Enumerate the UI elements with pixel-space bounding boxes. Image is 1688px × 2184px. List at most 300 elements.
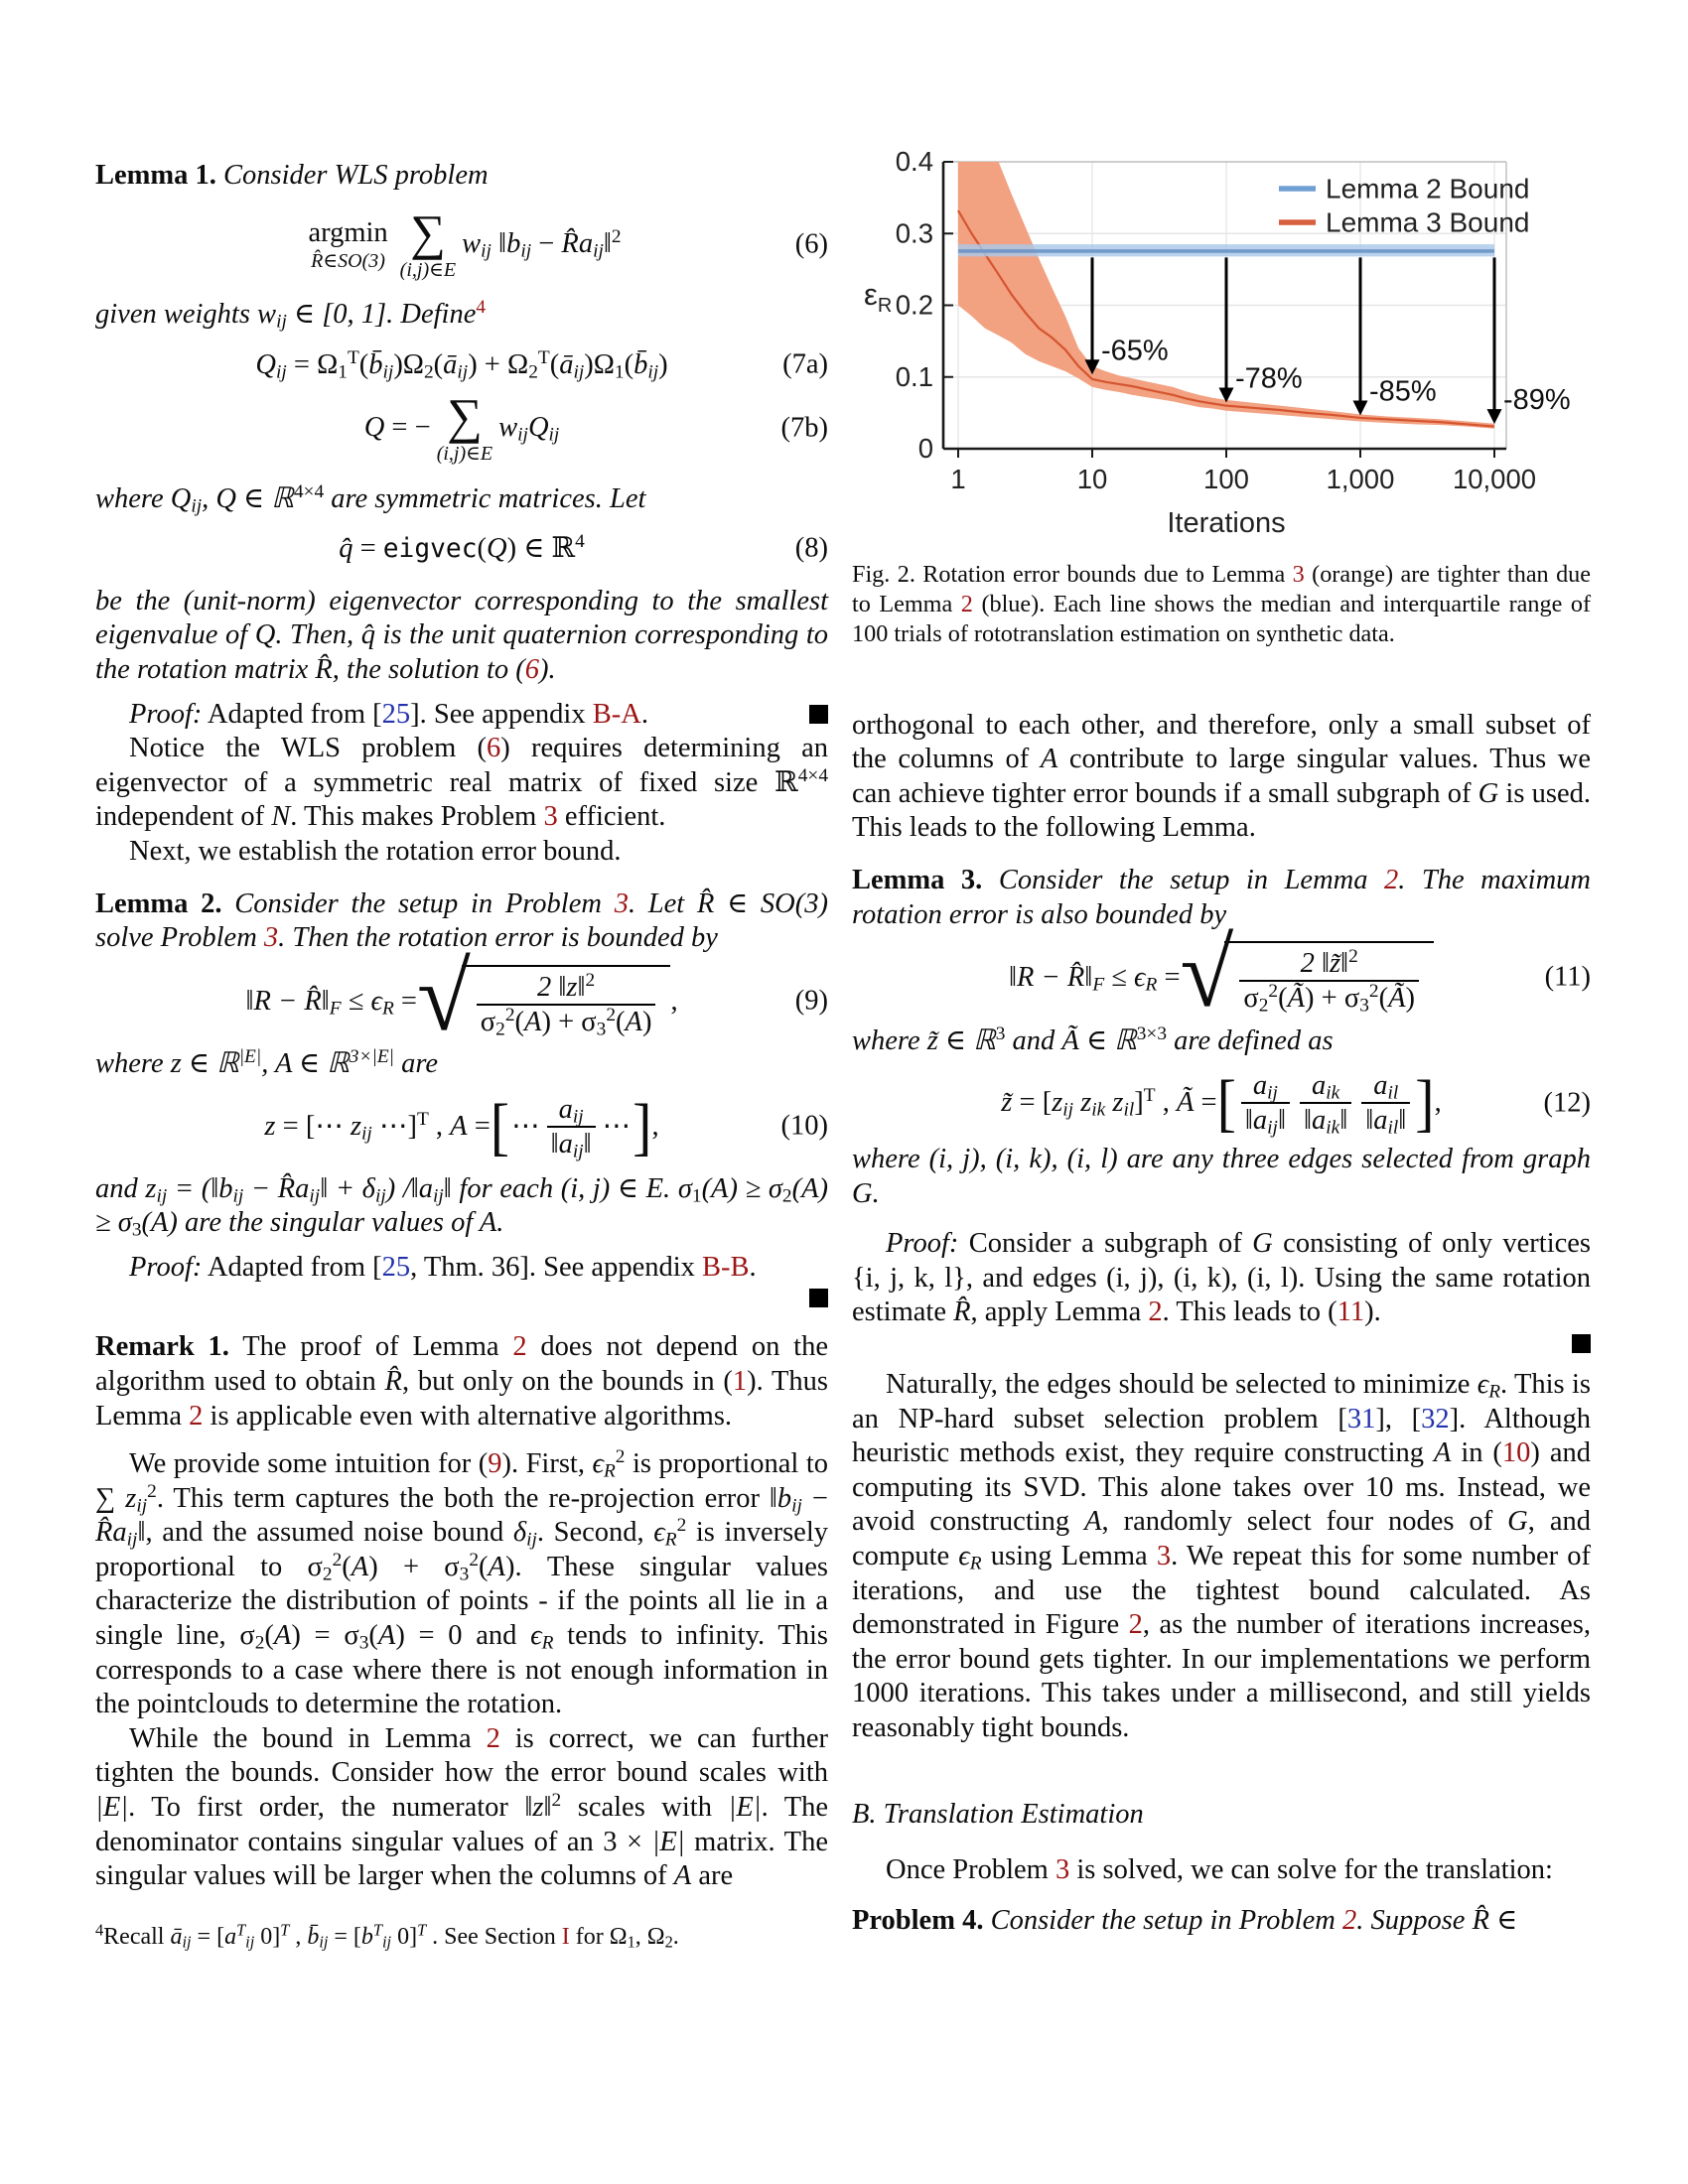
text-segment: 2	[960, 590, 973, 617]
paragraph-naturally	[852, 1368, 1591, 1746]
proof-lemma3	[852, 1227, 1591, 1330]
text-segment: (	[1278, 983, 1288, 1015]
text-segment: a	[1311, 1105, 1327, 1137]
text-segment: ij	[433, 1184, 444, 1206]
text-segment: . Suppose	[1356, 1904, 1473, 1936]
equation-8	[95, 532, 828, 567]
text-segment: ‖	[1339, 1105, 1348, 1137]
text-segment: R	[1488, 1381, 1501, 1403]
equation-tag: (7a)	[782, 349, 828, 381]
text-segment: ‖R − R̂‖	[1009, 962, 1093, 994]
text-segment: . To first order, the numerator	[128, 1792, 525, 1824]
y-tick-label: 0.1	[895, 360, 933, 392]
text-segment: T	[417, 1920, 427, 1940]
text-segment: Ã	[1287, 983, 1306, 1015]
text-segment: )Ω	[393, 349, 424, 381]
remark1-block	[95, 1330, 828, 1433]
text-segment: using Lemma	[981, 1540, 1157, 1571]
figure-2-caption	[852, 560, 1591, 649]
text-segment: 3	[263, 922, 279, 954]
paragraph-where-z	[95, 1047, 828, 1082]
text-segment: ,	[428, 1110, 451, 1142]
text-segment: ‖	[1303, 1105, 1312, 1137]
text-segment: T	[280, 1920, 290, 1940]
text-segment: (blue). Each line shows the median and interquartile range of 100 trials of rototranslation estimation on synthetic data.	[852, 590, 1591, 647]
text-segment: ) + Ω	[468, 349, 529, 381]
text-segment: ij	[126, 1529, 138, 1551]
text-segment: T	[1143, 1085, 1156, 1107]
text-segment: = Ω	[286, 349, 339, 381]
text-segment: ij	[572, 1105, 584, 1127]
text-segment: ‖ + δ	[320, 1172, 375, 1204]
paragraph-notice	[95, 732, 828, 835]
text-segment: b	[506, 228, 521, 260]
text-segment: 2	[504, 1004, 515, 1025]
text-segment: G	[1477, 777, 1499, 809]
text-segment: A	[1084, 1506, 1102, 1538]
text-segment: σ	[480, 1006, 496, 1037]
text-segment: 2	[254, 1632, 265, 1654]
text-segment: ij	[309, 1184, 321, 1206]
text-segment: 2	[1368, 981, 1379, 1003]
text-segment: 3	[459, 1564, 470, 1585]
text-segment: − R̂a	[243, 1172, 310, 1204]
text-segment: ā	[559, 349, 574, 381]
text-segment: 2	[189, 1400, 204, 1432]
radical: √ $\frac{2 ‖z‖^2}{\sigma_2^2(A) + \sigma_3^2(A)}$	[417, 964, 670, 1039]
text-segment: a	[558, 1128, 573, 1160]
text-segment: R	[381, 997, 394, 1019]
paragraph-where-edges	[852, 1143, 1591, 1211]
text-segment: 3	[614, 887, 629, 919]
text-segment: A	[351, 1551, 369, 1582]
text-segment: Q	[255, 349, 276, 381]
text-segment: 6	[487, 733, 501, 764]
text-segment: for Ω	[569, 1923, 628, 1950]
text-segment: 4×4	[797, 764, 828, 786]
x-tick-label: 10,000	[1452, 464, 1537, 494]
x-tick-label: 10	[1076, 464, 1108, 494]
text-segment: ⋯	[315, 1110, 351, 1142]
text-segment: 2	[1348, 946, 1358, 968]
paragraph-where-Q	[95, 482, 828, 517]
text-segment: 2	[551, 1789, 562, 1811]
argmin-operator: argmin R̂∈SO(3)	[308, 216, 388, 272]
text-segment: =	[352, 533, 383, 565]
y-axis-title: $\varepsilon_R$	[864, 277, 893, 317]
text-segment: ) = 0 and	[395, 1620, 531, 1652]
text-segment: 2	[423, 361, 434, 383]
text-segment: A	[625, 1006, 642, 1037]
text-segment: 31	[1346, 1403, 1376, 1434]
text-segment: ‖, and the assumed noise bound	[137, 1517, 513, 1549]
text-segment: 4×4	[293, 480, 325, 502]
text-segment: A	[273, 1620, 292, 1652]
text-segment: w	[498, 412, 518, 444]
sum-operator: ∑ (i,j)∈E	[399, 204, 457, 282]
text-segment: T	[537, 347, 550, 369]
text-segment: ≤ ϵ	[1104, 962, 1146, 994]
text-segment: , and compute	[852, 1506, 1591, 1571]
text-segment: ij	[136, 1494, 148, 1516]
equation-tag: (10)	[780, 1110, 828, 1142]
text-segment: |E|	[728, 1792, 762, 1824]
text-segment: 3×3	[1136, 1023, 1168, 1044]
text-segment: 4	[476, 297, 487, 319]
text-segment: (	[368, 1620, 378, 1652]
text-segment: 4	[575, 531, 585, 553]
text-segment: . We repeat this for some number of iterations, and use the tightest bound calculated. As demonstrated in Figure	[852, 1540, 1591, 1641]
text-segment: is applicable even with alternative algorithms.	[203, 1400, 733, 1432]
text-segment: .	[672, 1923, 679, 1950]
text-segment: (i,j)∈E	[436, 443, 493, 466]
text-segment: 3	[995, 1023, 1006, 1044]
text-segment: ϵ	[592, 1448, 604, 1480]
text-segment: , randomly select four nodes of	[1101, 1506, 1508, 1538]
text-segment: (	[433, 349, 444, 381]
text-segment: A	[673, 1860, 692, 1892]
text-segment: . This makes Problem	[290, 801, 544, 833]
text-segment: ik	[1091, 1099, 1106, 1121]
equation-tag: (9)	[794, 985, 828, 1017]
text-segment: ) and computing its SVD. This alone takes over 10 ms. Instead, we avoid constructing	[852, 1437, 1591, 1538]
text-segment: (	[549, 349, 560, 381]
text-segment: b̄	[307, 1923, 320, 1950]
text-segment: 3	[543, 801, 558, 833]
text-segment: Recall	[103, 1923, 171, 1950]
legend-label: Lemma 2 Bound	[1326, 173, 1530, 205]
figure-2-chart	[852, 99, 1617, 546]
text-segment: are	[691, 1860, 734, 1892]
sum-operator: ∑ (i,j)∈E	[436, 387, 493, 466]
text-segment: N	[271, 801, 291, 833]
equation-tag: (8)	[794, 533, 828, 565]
text-segment: (orange) are tighter than due to Lemma	[852, 560, 1591, 617]
text-segment: given weights w	[95, 299, 277, 331]
text-segment: ij	[374, 1184, 386, 1206]
paragraph-orthogonal	[852, 709, 1591, 846]
text-segment: 2	[332, 1549, 343, 1570]
text-segment: is used. This leads to the following Lemma.	[852, 777, 1591, 844]
text-segment: 3	[1156, 1540, 1172, 1571]
text-segment: F	[329, 997, 342, 1019]
text-segment: ⋯]	[371, 1110, 417, 1142]
text-segment: (A) ≥ σ	[95, 1172, 828, 1239]
text-segment: b	[360, 1923, 373, 1950]
qed-square	[809, 1289, 828, 1307]
text-segment: ‖	[603, 228, 612, 260]
text-segment: is solved, we can solve for the translation:	[1069, 1854, 1553, 1886]
text-segment: F	[1092, 974, 1105, 996]
text-segment: T	[372, 1920, 382, 1940]
text-segment: Consider WLS problem	[215, 160, 489, 191]
text-segment: ) + σ	[541, 1006, 597, 1037]
text-segment: a	[1373, 1105, 1388, 1137]
text-segment: = [	[1012, 1087, 1053, 1119]
paragraph-next-we	[95, 835, 828, 870]
text-segment: . The maximum rotation error is also bounded by	[852, 864, 1591, 930]
text-segment: The proof of Lemma	[228, 1331, 513, 1363]
text-segment: a	[1373, 1070, 1388, 1102]
text-segment: ā	[170, 1923, 183, 1950]
text-segment: ϵ	[530, 1620, 542, 1652]
right-column	[852, 99, 1591, 1938]
text-segment: 11	[1336, 1297, 1365, 1328]
qed-square	[809, 705, 828, 724]
text-segment: R	[541, 1632, 554, 1654]
text-segment: R̂a	[561, 228, 594, 260]
text-segment: Remark 1.	[95, 1331, 229, 1363]
text-segment: =	[393, 985, 417, 1017]
text-segment: ‖	[583, 1128, 592, 1160]
text-segment: ). First,	[501, 1448, 593, 1480]
text-segment: z	[350, 1110, 362, 1142]
text-segment: R̂	[953, 1297, 971, 1328]
text-segment: (	[264, 1620, 274, 1652]
text-segment: a	[558, 1093, 573, 1125]
text-segment: |E|	[238, 1046, 262, 1068]
text-segment: ]. See appendix	[410, 698, 593, 730]
text-segment: 2	[615, 1446, 626, 1468]
paragraph-while-bound	[95, 1722, 828, 1894]
text-segment: ij	[1267, 1082, 1278, 1104]
problem4-block	[852, 1904, 1591, 1939]
x-tick-label: 100	[1203, 464, 1249, 494]
text-segment: 2	[1268, 981, 1279, 1003]
paragraph-intuition	[95, 1447, 828, 1722]
equation-tag: (12)	[1543, 1087, 1591, 1119]
text-segment: efficient.	[557, 801, 666, 833]
text-segment: We provide some intuition for (	[129, 1448, 489, 1480]
equation-6	[95, 204, 828, 282]
footnote-4	[95, 1922, 828, 1952]
text-segment: 3	[131, 1219, 142, 1241]
text-segment: ik	[1326, 1117, 1340, 1139]
text-segment: (A) are the singular values of A.	[141, 1207, 504, 1239]
equation-7a	[95, 348, 828, 383]
proof-lemma1	[95, 698, 828, 733]
text-segment: 2	[469, 1549, 480, 1570]
text-segment: (	[479, 1551, 489, 1582]
text-segment: il	[1387, 1082, 1399, 1104]
text-segment: (i,j)∈E	[399, 259, 457, 282]
text-segment: w	[462, 228, 482, 260]
text-segment: A	[377, 1620, 396, 1652]
text-segment: . The denominator contains singular values of an 3 ×	[95, 1792, 829, 1857]
text-segment: )Ω	[584, 349, 615, 381]
text-segment: A	[1040, 744, 1058, 775]
text-segment: ij	[647, 361, 659, 383]
text-segment: 2	[781, 1184, 792, 1206]
text-segment: 2	[1258, 995, 1269, 1017]
text-segment: ik	[1326, 1082, 1340, 1104]
left-column	[95, 159, 828, 1952]
arrowhead	[1353, 400, 1368, 415]
text-segment: 3	[1359, 995, 1369, 1017]
equation-tag: (11)	[1544, 962, 1591, 994]
text-segment: does not depend on the algorithm used to obtain	[95, 1331, 828, 1397]
text-segment: ij	[319, 1932, 329, 1952]
text-segment: Q	[486, 533, 507, 565]
text-segment: is proportional to ∑	[95, 1448, 828, 1514]
y-tick-label: 0.4	[895, 146, 933, 177]
text-segment: scales with	[561, 1792, 729, 1824]
text-segment: |E|	[651, 1826, 685, 1857]
text-segment: Lemma 3.	[852, 864, 983, 895]
text-segment: b̄	[633, 349, 648, 381]
text-segment: R̂a	[95, 1517, 127, 1549]
paragraph-given-weights	[95, 298, 828, 333]
text-segment: , as the number of iterations increases, the error bound gets tighter. In our implementations we perform 1000 iterations. This takes under a millisecond, and still yields reasonably tight bounds.	[852, 1609, 1591, 1743]
text-segment: ij	[276, 361, 287, 383]
text-segment: Problem 4.	[852, 1904, 984, 1936]
text-segment: Ã	[1176, 1087, 1195, 1119]
text-segment: ).	[1364, 1297, 1381, 1328]
text-segment: is correct, we can further tighten the bounds. Consider how the error bound scales with	[95, 1722, 828, 1789]
text-segment: |E|	[95, 1792, 129, 1824]
text-segment: , but only on the bounds in (	[401, 1365, 733, 1397]
text-segment: . Let R̂ ∈ SO(3) solve Problem	[95, 887, 828, 954]
text-segment: ) + σ	[1305, 983, 1360, 1015]
text-segment: 2	[486, 1722, 500, 1754]
text-segment: ], [	[1375, 1403, 1422, 1434]
text-segment: T	[347, 347, 359, 369]
text-segment: ij	[517, 424, 528, 446]
text-segment: 2	[585, 969, 596, 991]
text-segment: ≤ ϵ	[341, 985, 382, 1017]
text-segment: ij	[361, 1123, 372, 1145]
text-segment: )	[658, 349, 668, 381]
text-segment: z	[125, 1482, 137, 1514]
text-segment: R	[603, 1460, 616, 1482]
text-segment: .	[749, 1251, 757, 1283]
text-segment: = [	[275, 1110, 316, 1142]
text-segment: ,	[1155, 1087, 1177, 1119]
text-segment: 1	[338, 361, 348, 383]
text-segment: ‖	[550, 1128, 559, 1160]
text-segment: z	[264, 1110, 276, 1142]
text-segment: ) ∈ ℝ	[506, 533, 576, 565]
text-segment: 2	[664, 1932, 673, 1952]
text-segment: R	[664, 1529, 677, 1551]
arrowhead	[1487, 409, 1502, 424]
paragraph-where-ztilde	[852, 1024, 1591, 1059]
text-segment: ) requires determining an eigenvector of a symmetric real matrix of fixed size ℝ	[95, 733, 828, 798]
text-segment: 0]	[254, 1923, 281, 1950]
text-segment: matrix. The singular values will be larger when the columns of	[95, 1826, 828, 1892]
text-segment: B. Translation Estimation	[852, 1798, 1144, 1830]
legend-label: Lemma 3 Bound	[1326, 206, 1530, 238]
text-segment: , apply Lemma	[970, 1297, 1149, 1328]
equation-tag: (6)	[794, 228, 828, 260]
text-segment: = (‖b	[167, 1172, 233, 1204]
reduction-label: -65%	[1101, 335, 1169, 367]
text-segment: Adapted from [	[202, 698, 382, 730]
text-segment: a	[224, 1923, 237, 1950]
text-segment: Ã	[1388, 983, 1406, 1015]
radical: √ $\frac{2 ‖z̃‖^2}{\sigma_2^2(Ã) + \sigma_3^2(Ã)}$	[1181, 940, 1434, 1016]
text-segment: ,	[289, 1923, 308, 1950]
text-segment: . This term captures the both the re-projection error ‖	[156, 1482, 777, 1514]
text-segment: where z ∈ ℝ	[95, 1048, 239, 1080]
text-segment: 3	[358, 1632, 369, 1654]
y-tick-label: 0	[917, 433, 933, 464]
text-segment: z̃	[1001, 1087, 1013, 1119]
text-segment: ) /‖a	[385, 1172, 433, 1204]
text-segment: (	[342, 1551, 352, 1582]
text-segment: ij	[1062, 1099, 1074, 1121]
text-segment: B-B	[702, 1251, 750, 1283]
text-segment: Proof:	[886, 1228, 959, 1260]
text-segment: )	[1405, 983, 1415, 1015]
text-segment: 2	[1341, 1904, 1357, 1936]
text-segment: Proof:	[129, 1251, 203, 1283]
text-segment: where z̃ ∈ ℝ	[852, 1024, 996, 1056]
text-segment: 9	[488, 1448, 502, 1480]
text-segment: R	[1145, 974, 1158, 996]
text-segment: ij	[156, 1184, 168, 1206]
text-segment: Naturally, the edges should be selected to minimize	[886, 1368, 1477, 1400]
text-segment: Next, we establish the rotation error bound.	[129, 835, 622, 867]
text-segment: =	[1194, 1087, 1217, 1119]
text-segment: σ	[1243, 983, 1259, 1015]
x-tick-label: 1,000	[1326, 464, 1395, 494]
text-segment: While the bound in Lemma	[129, 1722, 487, 1754]
text-segment: eigvec	[382, 534, 478, 565]
text-segment: (	[477, 533, 487, 565]
text-segment: (A) ≥ σ	[701, 1172, 782, 1204]
text-segment: R	[969, 1553, 982, 1574]
text-segment: = [	[328, 1923, 361, 1950]
text-segment: Q	[527, 412, 549, 444]
text-segment: ij	[548, 424, 560, 446]
text-segment: ‖z‖	[524, 1792, 552, 1824]
text-segment: ‖	[491, 228, 507, 260]
text-segment: ij	[182, 1932, 192, 1952]
text-segment: are defined as	[1167, 1024, 1334, 1056]
text-segment: are	[394, 1048, 439, 1080]
text-segment: G	[1252, 1228, 1273, 1260]
x-tick-label: 1	[950, 464, 966, 494]
text-segment: ij	[573, 361, 585, 383]
text-segment: ij	[382, 1932, 392, 1952]
text-segment: independent of	[95, 801, 272, 833]
text-segment: T	[236, 1920, 246, 1940]
text-segment: 3×|E|	[349, 1046, 394, 1068]
text-segment: = −	[384, 412, 431, 444]
text-segment: ϵ	[958, 1540, 970, 1571]
text-segment: 1	[732, 1365, 748, 1397]
text-segment: 2	[1148, 1297, 1163, 1328]
text-segment: and Ã ∈ ℝ	[1005, 1024, 1137, 1056]
text-segment: 2	[147, 1480, 157, 1502]
text-segment: 1	[627, 1932, 635, 1952]
qed-square	[1572, 1334, 1591, 1353]
text-segment: , A ∈ ℝ	[261, 1048, 350, 1080]
paragraph-once-problem3	[852, 1853, 1591, 1888]
text-segment: 2	[1384, 864, 1399, 895]
text-segment: Lemma 2.	[95, 887, 222, 919]
text-segment: ). These singular values characterize the distribution of points - if the points all lie in a single line, σ	[95, 1551, 828, 1652]
text-segment: Once Problem	[886, 1854, 1055, 1886]
text-segment: . Then the rotation error is bounded by	[278, 922, 718, 954]
text-segment: B-A	[592, 698, 641, 730]
text-segment: b	[776, 1482, 792, 1514]
text-segment: ij	[593, 240, 604, 262]
text-segment: I	[561, 1923, 570, 1950]
text-segment: ‖	[1365, 1105, 1374, 1137]
text-segment: q̂	[339, 533, 353, 565]
